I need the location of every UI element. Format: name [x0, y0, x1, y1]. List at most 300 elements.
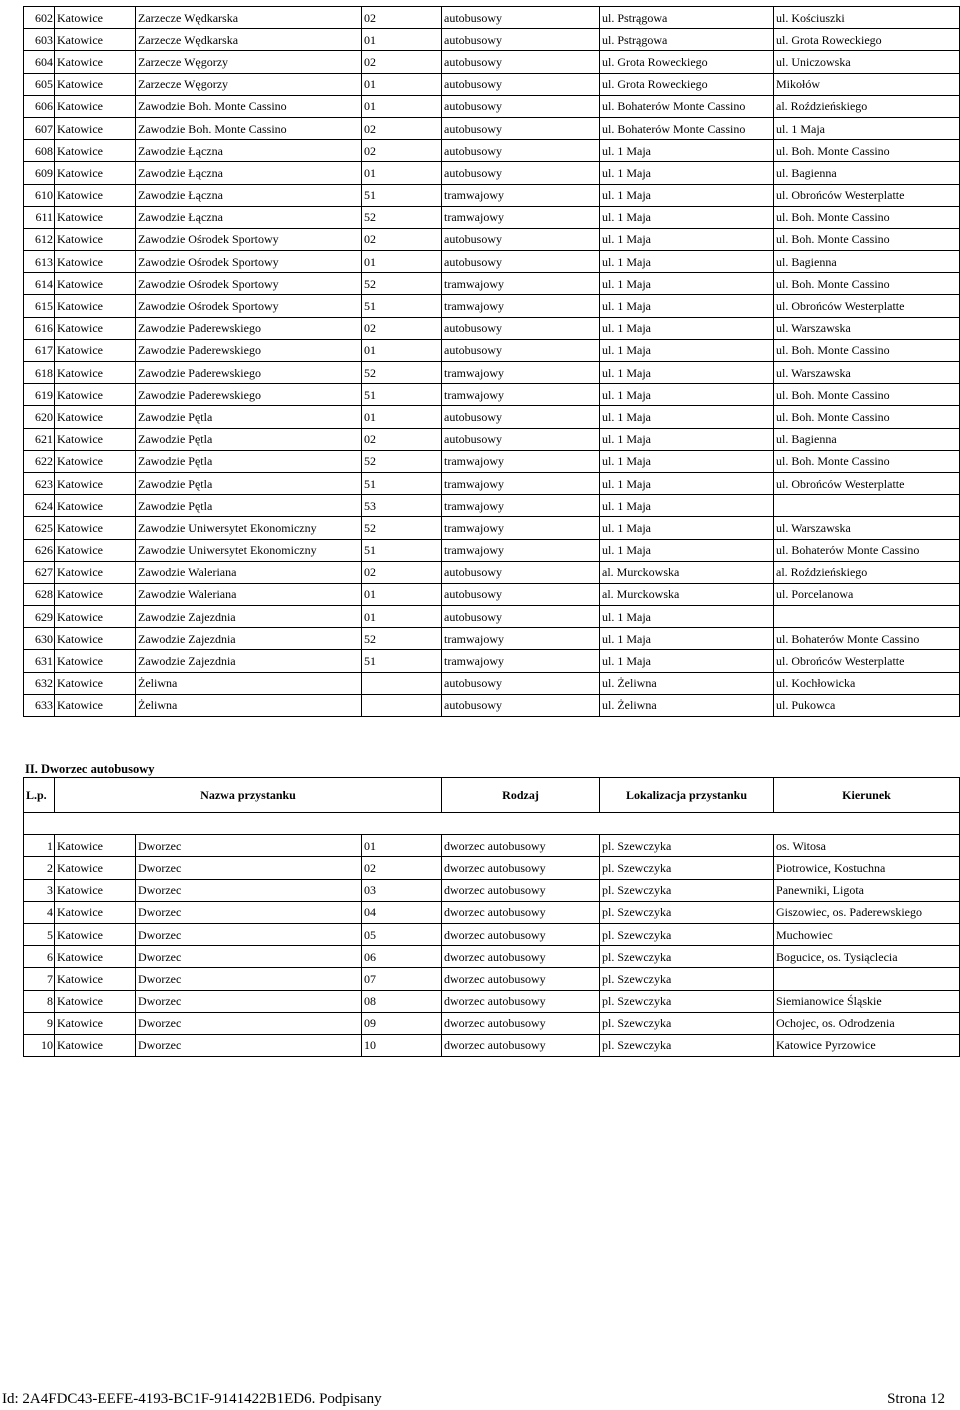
cell-lokalizacja: ul. 1 Maja [600, 251, 774, 273]
cell-kierunek: Ochojec, os. Odrodzenia [774, 1012, 960, 1034]
cell-lp: 618 [24, 362, 55, 384]
cell-lp: 630 [24, 628, 55, 650]
cell-rodzaj: tramwajowy [442, 295, 600, 317]
table-row [24, 472, 960, 494]
cell-rodzaj: dworzec autobusowy [442, 968, 600, 990]
cell-rodzaj: dworzec autobusowy [442, 835, 600, 857]
cell-gmina: Katowice [55, 835, 136, 857]
cell-gmina: Katowice [55, 140, 136, 162]
table-row [24, 672, 960, 694]
cell-lp: 10 [24, 1034, 55, 1056]
cell-lokalizacja: ul. Żeliwna [600, 694, 774, 716]
cell-lokalizacja: ul. Grota Roweckiego [600, 51, 774, 73]
cell-nazwa: Dworzec [136, 946, 362, 968]
cell-lokalizacja: ul. 1 Maja [600, 295, 774, 317]
cell-kierunek: ul. Kochłowicka [774, 672, 960, 694]
cell-rodzaj: tramwajowy [442, 472, 600, 494]
cell-nazwa: Dworzec [136, 1012, 362, 1034]
cell-lokalizacja: ul. 1 Maja [600, 162, 774, 184]
cell-gmina: Katowice [55, 51, 136, 73]
cell-nr: 53 [362, 495, 442, 517]
header-lp: L.p. [24, 778, 55, 813]
cell-lp: 620 [24, 406, 55, 428]
cell-nazwa: Zawodzie Zajezdnia [136, 606, 362, 628]
cell-lp: 605 [24, 73, 55, 95]
cell-rodzaj: tramwajowy [442, 517, 600, 539]
table-row [24, 251, 960, 273]
table-row [24, 228, 960, 250]
cell-kierunek: Katowice Pyrzowice [774, 1034, 960, 1056]
cell-rodzaj: tramwajowy [442, 628, 600, 650]
header-rodzaj: Rodzaj [442, 778, 600, 813]
table-row [24, 140, 960, 162]
cell-nr: 02 [362, 7, 442, 29]
cell-lp: 4 [24, 901, 55, 923]
table-row [24, 450, 960, 472]
cell-kierunek: Piotrowice, Kostuchna [774, 857, 960, 879]
cell-gmina: Katowice [55, 472, 136, 494]
header-lokalizacja: Lokalizacja przystanku [600, 778, 774, 813]
table-row [24, 184, 960, 206]
cell-nr: 01 [362, 29, 442, 51]
cell-nazwa: Zawodzie Paderewskiego [136, 362, 362, 384]
cell-nr: 02 [362, 561, 442, 583]
cell-nr: 52 [362, 273, 442, 295]
cell-nr: 02 [362, 228, 442, 250]
cell-lp: 619 [24, 384, 55, 406]
cell-kierunek: ul. Boh. Monte Cassino [774, 406, 960, 428]
cell-kierunek: al. Roździeńskiego [774, 95, 960, 117]
cell-gmina: Katowice [55, 968, 136, 990]
cell-nr: 01 [362, 583, 442, 605]
cell-kierunek: ul. Bohaterów Monte Cassino [774, 628, 960, 650]
cell-lokalizacja: ul. 1 Maja [600, 317, 774, 339]
section-title: II. Dworzec autobusowy [25, 762, 155, 776]
cell-gmina: Katowice [55, 117, 136, 139]
cell-nr: 52 [362, 628, 442, 650]
cell-nazwa: Zawodzie Waleriana [136, 561, 362, 583]
cell-lp: 626 [24, 539, 55, 561]
cell-nr: 52 [362, 450, 442, 472]
cell-lokalizacja: pl. Szewczyka [600, 946, 774, 968]
cell-kierunek: ul. Boh. Monte Cassino [774, 450, 960, 472]
table-row [24, 95, 960, 117]
cell-rodzaj: autobusowy [442, 583, 600, 605]
cell-nazwa: Dworzec [136, 901, 362, 923]
cell-nr: 01 [362, 606, 442, 628]
cell-gmina: Katowice [55, 317, 136, 339]
cell-rodzaj: dworzec autobusowy [442, 901, 600, 923]
cell-nazwa: Zawodzie Ośrodek Sportowy [136, 273, 362, 295]
cell-nr: 04 [362, 901, 442, 923]
cell-kierunek: Panewniki, Ligota [774, 879, 960, 901]
cell-gmina: Katowice [55, 879, 136, 901]
cell-lp: 622 [24, 450, 55, 472]
cell-nazwa: Zawodzie Waleriana [136, 583, 362, 605]
table-row [24, 428, 960, 450]
table-row [24, 273, 960, 295]
cell-nazwa: Zawodzie Ośrodek Sportowy [136, 228, 362, 250]
table-row [24, 339, 960, 361]
cell-rodzaj: tramwajowy [442, 273, 600, 295]
cell-kierunek: Mikołów [774, 73, 960, 95]
cell-lokalizacja: ul. 1 Maja [600, 650, 774, 672]
cell-kierunek: ul. Bagienna [774, 251, 960, 273]
cell-lp: 607 [24, 117, 55, 139]
cell-rodzaj: autobusowy [442, 672, 600, 694]
cell-gmina: Katowice [55, 583, 136, 605]
cell-kierunek: ul. Warszawska [774, 517, 960, 539]
table-row [24, 362, 960, 384]
cell-lp: 616 [24, 317, 55, 339]
cell-rodzaj: tramwajowy [442, 184, 600, 206]
cell-rodzaj: autobusowy [442, 228, 600, 250]
cell-nazwa: Dworzec [136, 879, 362, 901]
cell-lp: 613 [24, 251, 55, 273]
table-row [24, 1012, 960, 1034]
table-row [24, 495, 960, 517]
cell-lp: 623 [24, 472, 55, 494]
cell-rodzaj: autobusowy [442, 51, 600, 73]
cell-lokalizacja: ul. Żeliwna [600, 672, 774, 694]
cell-lokalizacja: ul. 1 Maja [600, 140, 774, 162]
cell-nazwa: Dworzec [136, 1034, 362, 1056]
cell-lp: 606 [24, 95, 55, 117]
cell-kierunek [774, 968, 960, 990]
cell-rodzaj: autobusowy [442, 339, 600, 361]
cell-kierunek: Siemianowice Śląskie [774, 990, 960, 1012]
cell-gmina: Katowice [55, 206, 136, 228]
cell-lokalizacja: ul. 1 Maja [600, 428, 774, 450]
cell-nazwa: Zarzecze Węgorzy [136, 73, 362, 95]
cell-rodzaj: autobusowy [442, 29, 600, 51]
cell-nazwa: Zawodzie Ośrodek Sportowy [136, 251, 362, 273]
cell-nr: 51 [362, 384, 442, 406]
cell-rodzaj: autobusowy [442, 406, 600, 428]
table-row [24, 406, 960, 428]
cell-lokalizacja: ul. 1 Maja [600, 406, 774, 428]
cell-kierunek: ul. Warszawska [774, 317, 960, 339]
table-row [24, 857, 960, 879]
cell-lokalizacja: ul. 1 Maja [600, 206, 774, 228]
cell-gmina: Katowice [55, 73, 136, 95]
cell-lokalizacja: al. Murckowska [600, 583, 774, 605]
cell-nr: 52 [362, 206, 442, 228]
cell-lokalizacja: pl. Szewczyka [600, 901, 774, 923]
cell-rodzaj: autobusowy [442, 140, 600, 162]
cell-lp: 633 [24, 694, 55, 716]
cell-gmina: Katowice [55, 384, 136, 406]
table-row [24, 29, 960, 51]
cell-nr: 10 [362, 1034, 442, 1056]
page-number: Strona 12 [887, 1391, 945, 1407]
cell-nazwa: Dworzec [136, 923, 362, 945]
cell-nr: 51 [362, 650, 442, 672]
cell-nazwa: Zawodzie Ośrodek Sportowy [136, 295, 362, 317]
cell-nr: 05 [362, 923, 442, 945]
cell-nazwa: Zawodzie Pętla [136, 450, 362, 472]
cell-rodzaj: dworzec autobusowy [442, 946, 600, 968]
table-header-row [24, 778, 960, 813]
cell-lokalizacja: pl. Szewczyka [600, 1034, 774, 1056]
cell-gmina: Katowice [55, 672, 136, 694]
cell-lokalizacja: pl. Szewczyka [600, 968, 774, 990]
cell-nazwa: Zawodzie Paderewskiego [136, 339, 362, 361]
cell-lp: 627 [24, 561, 55, 583]
cell-lokalizacja: ul. Bohaterów Monte Cassino [600, 117, 774, 139]
cell-rodzaj: autobusowy [442, 7, 600, 29]
cell-lokalizacja: ul. 1 Maja [600, 362, 774, 384]
cell-nazwa: Zawodzie Łączna [136, 184, 362, 206]
cell-nr: 06 [362, 946, 442, 968]
cell-lp: 621 [24, 428, 55, 450]
cell-lp: 1 [24, 835, 55, 857]
cell-lokalizacja: ul. 1 Maja [600, 273, 774, 295]
cell-rodzaj: tramwajowy [442, 384, 600, 406]
cell-rodzaj: autobusowy [442, 694, 600, 716]
cell-rodzaj: dworzec autobusowy [442, 923, 600, 945]
cell-nr: 51 [362, 295, 442, 317]
cell-lokalizacja: ul. 1 Maja [600, 450, 774, 472]
cell-gmina: Katowice [55, 95, 136, 117]
cell-gmina: Katowice [55, 273, 136, 295]
cell-lokalizacja: ul. Bohaterów Monte Cassino [600, 95, 774, 117]
cell-gmina: Katowice [55, 29, 136, 51]
cell-nr: 02 [362, 117, 442, 139]
cell-rodzaj: autobusowy [442, 428, 600, 450]
cell-gmina: Katowice [55, 162, 136, 184]
cell-kierunek: ul. Boh. Monte Cassino [774, 228, 960, 250]
table-row [24, 206, 960, 228]
cell-gmina: Katowice [55, 428, 136, 450]
cell-rodzaj: dworzec autobusowy [442, 879, 600, 901]
cell-nr: 08 [362, 990, 442, 1012]
cell-nazwa: Zawodzie Pętla [136, 495, 362, 517]
cell-kierunek: ul. Boh. Monte Cassino [774, 339, 960, 361]
cell-lp: 610 [24, 184, 55, 206]
cell-gmina: Katowice [55, 495, 136, 517]
table-row [24, 946, 960, 968]
cell-rodzaj: autobusowy [442, 117, 600, 139]
cell-lp: 631 [24, 650, 55, 672]
cell-gmina: Katowice [55, 406, 136, 428]
cell-lp: 628 [24, 583, 55, 605]
cell-nr: 52 [362, 362, 442, 384]
cell-lokalizacja: pl. Szewczyka [600, 990, 774, 1012]
cell-lokalizacja: ul. 1 Maja [600, 628, 774, 650]
cell-lp: 7 [24, 968, 55, 990]
cell-kierunek: ul. Warszawska [774, 362, 960, 384]
cell-rodzaj: autobusowy [442, 162, 600, 184]
cell-nr: 51 [362, 539, 442, 561]
cell-nazwa: Dworzec [136, 857, 362, 879]
table-row [24, 606, 960, 628]
cell-lp: 609 [24, 162, 55, 184]
cell-lokalizacja: ul. 1 Maja [600, 495, 774, 517]
cell-nr: 02 [362, 857, 442, 879]
cell-gmina: Katowice [55, 946, 136, 968]
table-row [24, 1034, 960, 1056]
table-row [24, 583, 960, 605]
table-row [24, 539, 960, 561]
cell-kierunek: ul. Boh. Monte Cassino [774, 273, 960, 295]
cell-nr: 01 [362, 95, 442, 117]
cell-lp: 624 [24, 495, 55, 517]
cell-nazwa: Zawodzie Łączna [136, 140, 362, 162]
cell-nr: 07 [362, 968, 442, 990]
cell-lokalizacja: pl. Szewczyka [600, 835, 774, 857]
cell-nazwa: Zawodzie Zajezdnia [136, 650, 362, 672]
cell-gmina: Katowice [55, 650, 136, 672]
cell-nr [362, 672, 442, 694]
table-row [24, 968, 960, 990]
cell-gmina: Katowice [55, 694, 136, 716]
bus-station-table [23, 777, 960, 1057]
cell-rodzaj: tramwajowy [442, 650, 600, 672]
cell-nr: 09 [362, 1012, 442, 1034]
cell-nr [362, 694, 442, 716]
cell-gmina: Katowice [55, 606, 136, 628]
cell-gmina: Katowice [55, 923, 136, 945]
cell-rodzaj: dworzec autobusowy [442, 1012, 600, 1034]
table-row [24, 901, 960, 923]
table-row [24, 117, 960, 139]
cell-nazwa: Zawodzie Pętla [136, 428, 362, 450]
cell-rodzaj: tramwajowy [442, 495, 600, 517]
cell-lokalizacja: ul. 1 Maja [600, 606, 774, 628]
table-row [24, 923, 960, 945]
cell-gmina: Katowice [55, 628, 136, 650]
cell-kierunek [774, 606, 960, 628]
cell-kierunek: Bogucice, os. Tysiąclecia [774, 946, 960, 968]
table-row [24, 694, 960, 716]
cell-kierunek: al. Roździeńskiego [774, 561, 960, 583]
cell-lokalizacja: ul. 1 Maja [600, 184, 774, 206]
cell-lp: 6 [24, 946, 55, 968]
table-row [24, 51, 960, 73]
cell-nazwa: Zawodzie Łączna [136, 206, 362, 228]
table-row [24, 7, 960, 29]
header-kierunek: Kierunek [774, 778, 960, 813]
cell-nr: 02 [362, 428, 442, 450]
cell-lp: 8 [24, 990, 55, 1012]
cell-gmina: Katowice [55, 1034, 136, 1056]
table-row [24, 384, 960, 406]
cell-kierunek: ul. Uniczowska [774, 51, 960, 73]
cell-rodzaj: tramwajowy [442, 362, 600, 384]
cell-nazwa: Dworzec [136, 990, 362, 1012]
cell-rodzaj: tramwajowy [442, 450, 600, 472]
table-row [24, 650, 960, 672]
cell-kierunek: ul. Obrońców Westerplatte [774, 472, 960, 494]
cell-nazwa: Zarzecze Wędkarska [136, 29, 362, 51]
cell-nazwa: Dworzec [136, 968, 362, 990]
cell-lokalizacja: ul. 1 Maja [600, 472, 774, 494]
table-row [24, 73, 960, 95]
cell-kierunek: ul. Grota Roweckiego [774, 29, 960, 51]
stops-table [23, 6, 960, 717]
cell-lp: 5 [24, 923, 55, 945]
cell-rodzaj: autobusowy [442, 317, 600, 339]
cell-nazwa: Zawodzie Zajezdnia [136, 628, 362, 650]
cell-lokalizacja: pl. Szewczyka [600, 879, 774, 901]
cell-gmina: Katowice [55, 450, 136, 472]
cell-nazwa: Zawodzie Pętla [136, 406, 362, 428]
table-row [24, 628, 960, 650]
cell-nazwa: Zawodzie Paderewskiego [136, 317, 362, 339]
document-id: Id: 2A4FDC43-EEFE-4193-BC1F-9141422B1ED6. Podpisany [2, 1391, 382, 1407]
cell-lokalizacja: ul. Pstrągowa [600, 7, 774, 29]
cell-lokalizacja: al. Murckowska [600, 561, 774, 583]
cell-lp: 603 [24, 29, 55, 51]
cell-nazwa: Zawodzie Boh. Monte Cassino [136, 95, 362, 117]
table-row [24, 517, 960, 539]
cell-lokalizacja: ul. Pstrągowa [600, 29, 774, 51]
cell-kierunek: os. Witosa [774, 835, 960, 857]
cell-lp: 9 [24, 1012, 55, 1034]
cell-nr: 02 [362, 140, 442, 162]
cell-kierunek: Giszowiec, os. Paderewskiego [774, 901, 960, 923]
cell-nazwa: Zawodzie Paderewskiego [136, 384, 362, 406]
cell-lokalizacja: ul. 1 Maja [600, 517, 774, 539]
cell-gmina: Katowice [55, 857, 136, 879]
cell-kierunek: ul. Pukowca [774, 694, 960, 716]
cell-rodzaj: tramwajowy [442, 539, 600, 561]
cell-nr: 01 [362, 73, 442, 95]
cell-gmina: Katowice [55, 901, 136, 923]
cell-lokalizacja: ul. 1 Maja [600, 228, 774, 250]
cell-lp: 615 [24, 295, 55, 317]
cell-kierunek: ul. Bohaterów Monte Cassino [774, 539, 960, 561]
cell-gmina: Katowice [55, 561, 136, 583]
cell-kierunek: ul. Boh. Monte Cassino [774, 206, 960, 228]
cell-rodzaj: autobusowy [442, 95, 600, 117]
cell-nazwa: Zawodzie Uniwersytet Ekonomiczny [136, 539, 362, 561]
table-row [24, 295, 960, 317]
cell-nazwa: Zawodzie Uniwersytet Ekonomiczny [136, 517, 362, 539]
cell-rodzaj: tramwajowy [442, 206, 600, 228]
cell-lp: 625 [24, 517, 55, 539]
table-row [24, 317, 960, 339]
cell-lp: 604 [24, 51, 55, 73]
cell-lp: 629 [24, 606, 55, 628]
cell-kierunek: ul. Porcelanowa [774, 583, 960, 605]
cell-rodzaj: autobusowy [442, 73, 600, 95]
cell-nr: 01 [362, 162, 442, 184]
cell-nazwa: Dworzec [136, 835, 362, 857]
cell-nr: 52 [362, 517, 442, 539]
cell-gmina: Katowice [55, 539, 136, 561]
cell-nazwa: Zarzecze Wędkarska [136, 7, 362, 29]
cell-gmina: Katowice [55, 517, 136, 539]
cell-kierunek: ul. Kościuszki [774, 7, 960, 29]
cell-nazwa: Zarzecze Węgorzy [136, 51, 362, 73]
cell-nazwa: Zawodzie Pętla [136, 472, 362, 494]
cell-rodzaj: autobusowy [442, 251, 600, 273]
cell-kierunek: ul. Boh. Monte Cassino [774, 384, 960, 406]
cell-gmina: Katowice [55, 184, 136, 206]
cell-kierunek: ul. Obrońców Westerplatte [774, 650, 960, 672]
cell-kierunek: ul. Bagienna [774, 428, 960, 450]
cell-nr: 02 [362, 51, 442, 73]
cell-lp: 608 [24, 140, 55, 162]
cell-kierunek: ul. Bagienna [774, 162, 960, 184]
cell-nr: 01 [362, 251, 442, 273]
cell-nazwa: Żeliwna [136, 672, 362, 694]
cell-nazwa: Zawodzie Boh. Monte Cassino [136, 117, 362, 139]
cell-gmina: Katowice [55, 362, 136, 384]
header-nazwa: Nazwa przystanku [55, 778, 442, 813]
